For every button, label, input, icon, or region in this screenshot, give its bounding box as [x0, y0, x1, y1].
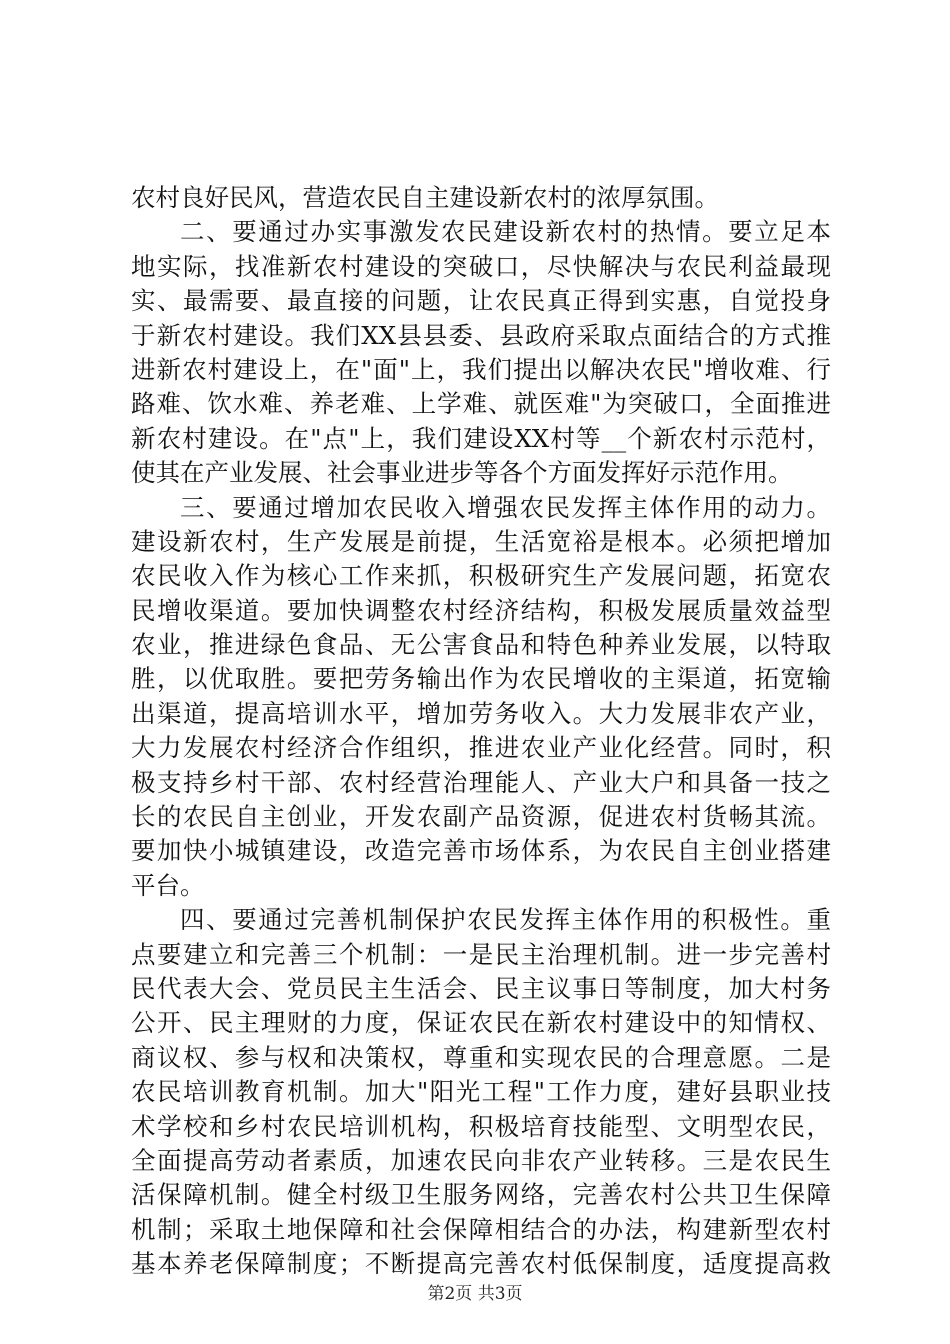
- text-line: 民代表大会、党员民主生活会、民主议事日等制度，加大村务: [131, 973, 831, 1003]
- text-line: 路难、饮水难、养老难、上学难、就医难"为突破口，全面推进: [131, 389, 831, 419]
- text-line: 地实际，找准新农村建设的突破口，尽快解决与农民利益最现: [131, 251, 831, 281]
- text-line: 术学校和乡村农民培训机构，积极培育技能型、文明型农民，: [131, 1111, 831, 1141]
- text-line: 胜，以优取胜。要把劳务输出作为农民增收的主渠道，拓宽输: [131, 664, 831, 694]
- text-line: 于新农村建设。我们XX县县委、县政府采取点面结合的方式推: [131, 320, 831, 350]
- text-line: 出渠道，提高培训水平，增加劳务收入。大力发展非农产业，: [131, 698, 831, 728]
- text-line: 进新农村建设上，在"面"上，我们提出以解决农民"增收难、行: [131, 354, 831, 384]
- text-line: 极支持乡村干部、农村经营治理能人、产业大户和具备一技之: [131, 767, 831, 797]
- text-line: 全面提高劳动者素质，加速农民向非农产业转移。三是农民生: [131, 1145, 831, 1175]
- text-line: 实、最需要、最直接的问题，让农民真正得到实惠，自觉投身: [131, 286, 831, 316]
- text-line: 农村良好民风，营造农民自主建设新农村的浓厚氛围。: [131, 183, 719, 212]
- text-line: 三、要通过增加农民收入增强农民发挥主体作用的动力。: [180, 492, 831, 522]
- text-line: 民增收渠道。要加快调整农村经济结构，积极发展质量效益型: [131, 595, 831, 625]
- text-line: 二、要通过办实事激发农民建设新农村的热情。要立足本: [180, 217, 831, 247]
- text-line: 基本养老保障制度；不断提高完善农村低保制度，适度提高救: [131, 1249, 831, 1279]
- text-line: 新农村建设。在"点"上，我们建设XX村等__个新农村示范村，: [131, 423, 831, 453]
- text-line: 要加快小城镇建设，改造完善市场体系，为农民自主创业搭建: [131, 836, 831, 866]
- text-line: 农民收入作为核心工作来抓，积极研究生产发展问题，拓宽农: [131, 561, 831, 591]
- text-line: 活保障机制。健全村级卫生服务网络，完善农村公共卫生保障: [131, 1180, 831, 1210]
- text-line: 点要建立和完善三个机制：一是民主治理机制。进一步完善村: [131, 939, 831, 969]
- text-line: 使其在产业发展、社会事业进步等各个方面发挥好示范作用。: [131, 458, 793, 488]
- text-line: 平台。: [131, 870, 205, 900]
- text-line: 公开、民主理财的力度，保证农民在新农村建设中的知情权、: [131, 1008, 831, 1038]
- text-line: 大力发展农村经济合作组织，推进农业产业化经营。同时，积: [131, 733, 831, 763]
- text-line: 建设新农村，生产发展是前提，生活宽裕是根本。必须把增加: [131, 526, 831, 556]
- text-line: 商议权、参与权和决策权，尊重和实现农民的合理意愿。二是: [131, 1042, 831, 1072]
- page-footer: 第2页 共3页: [427, 1284, 523, 1304]
- document-body: [131, 181, 831, 1282]
- text-line: 农民培训教育机制。加大"阳光工程"工作力度，建好县职业技: [131, 1077, 831, 1107]
- text-line: 四、要通过完善机制保护农民发挥主体作用的积极性。重: [180, 905, 831, 935]
- text-line: 机制；采取土地保障和社会保障相结合的办法，构建新型农村: [131, 1214, 831, 1244]
- text-line: 农业，推进绿色食品、无公害食品和特色种养业发展，以特取: [131, 630, 831, 660]
- text-line: 长的农民自主创业，开发农副产品资源，促进农村货畅其流。: [131, 802, 831, 832]
